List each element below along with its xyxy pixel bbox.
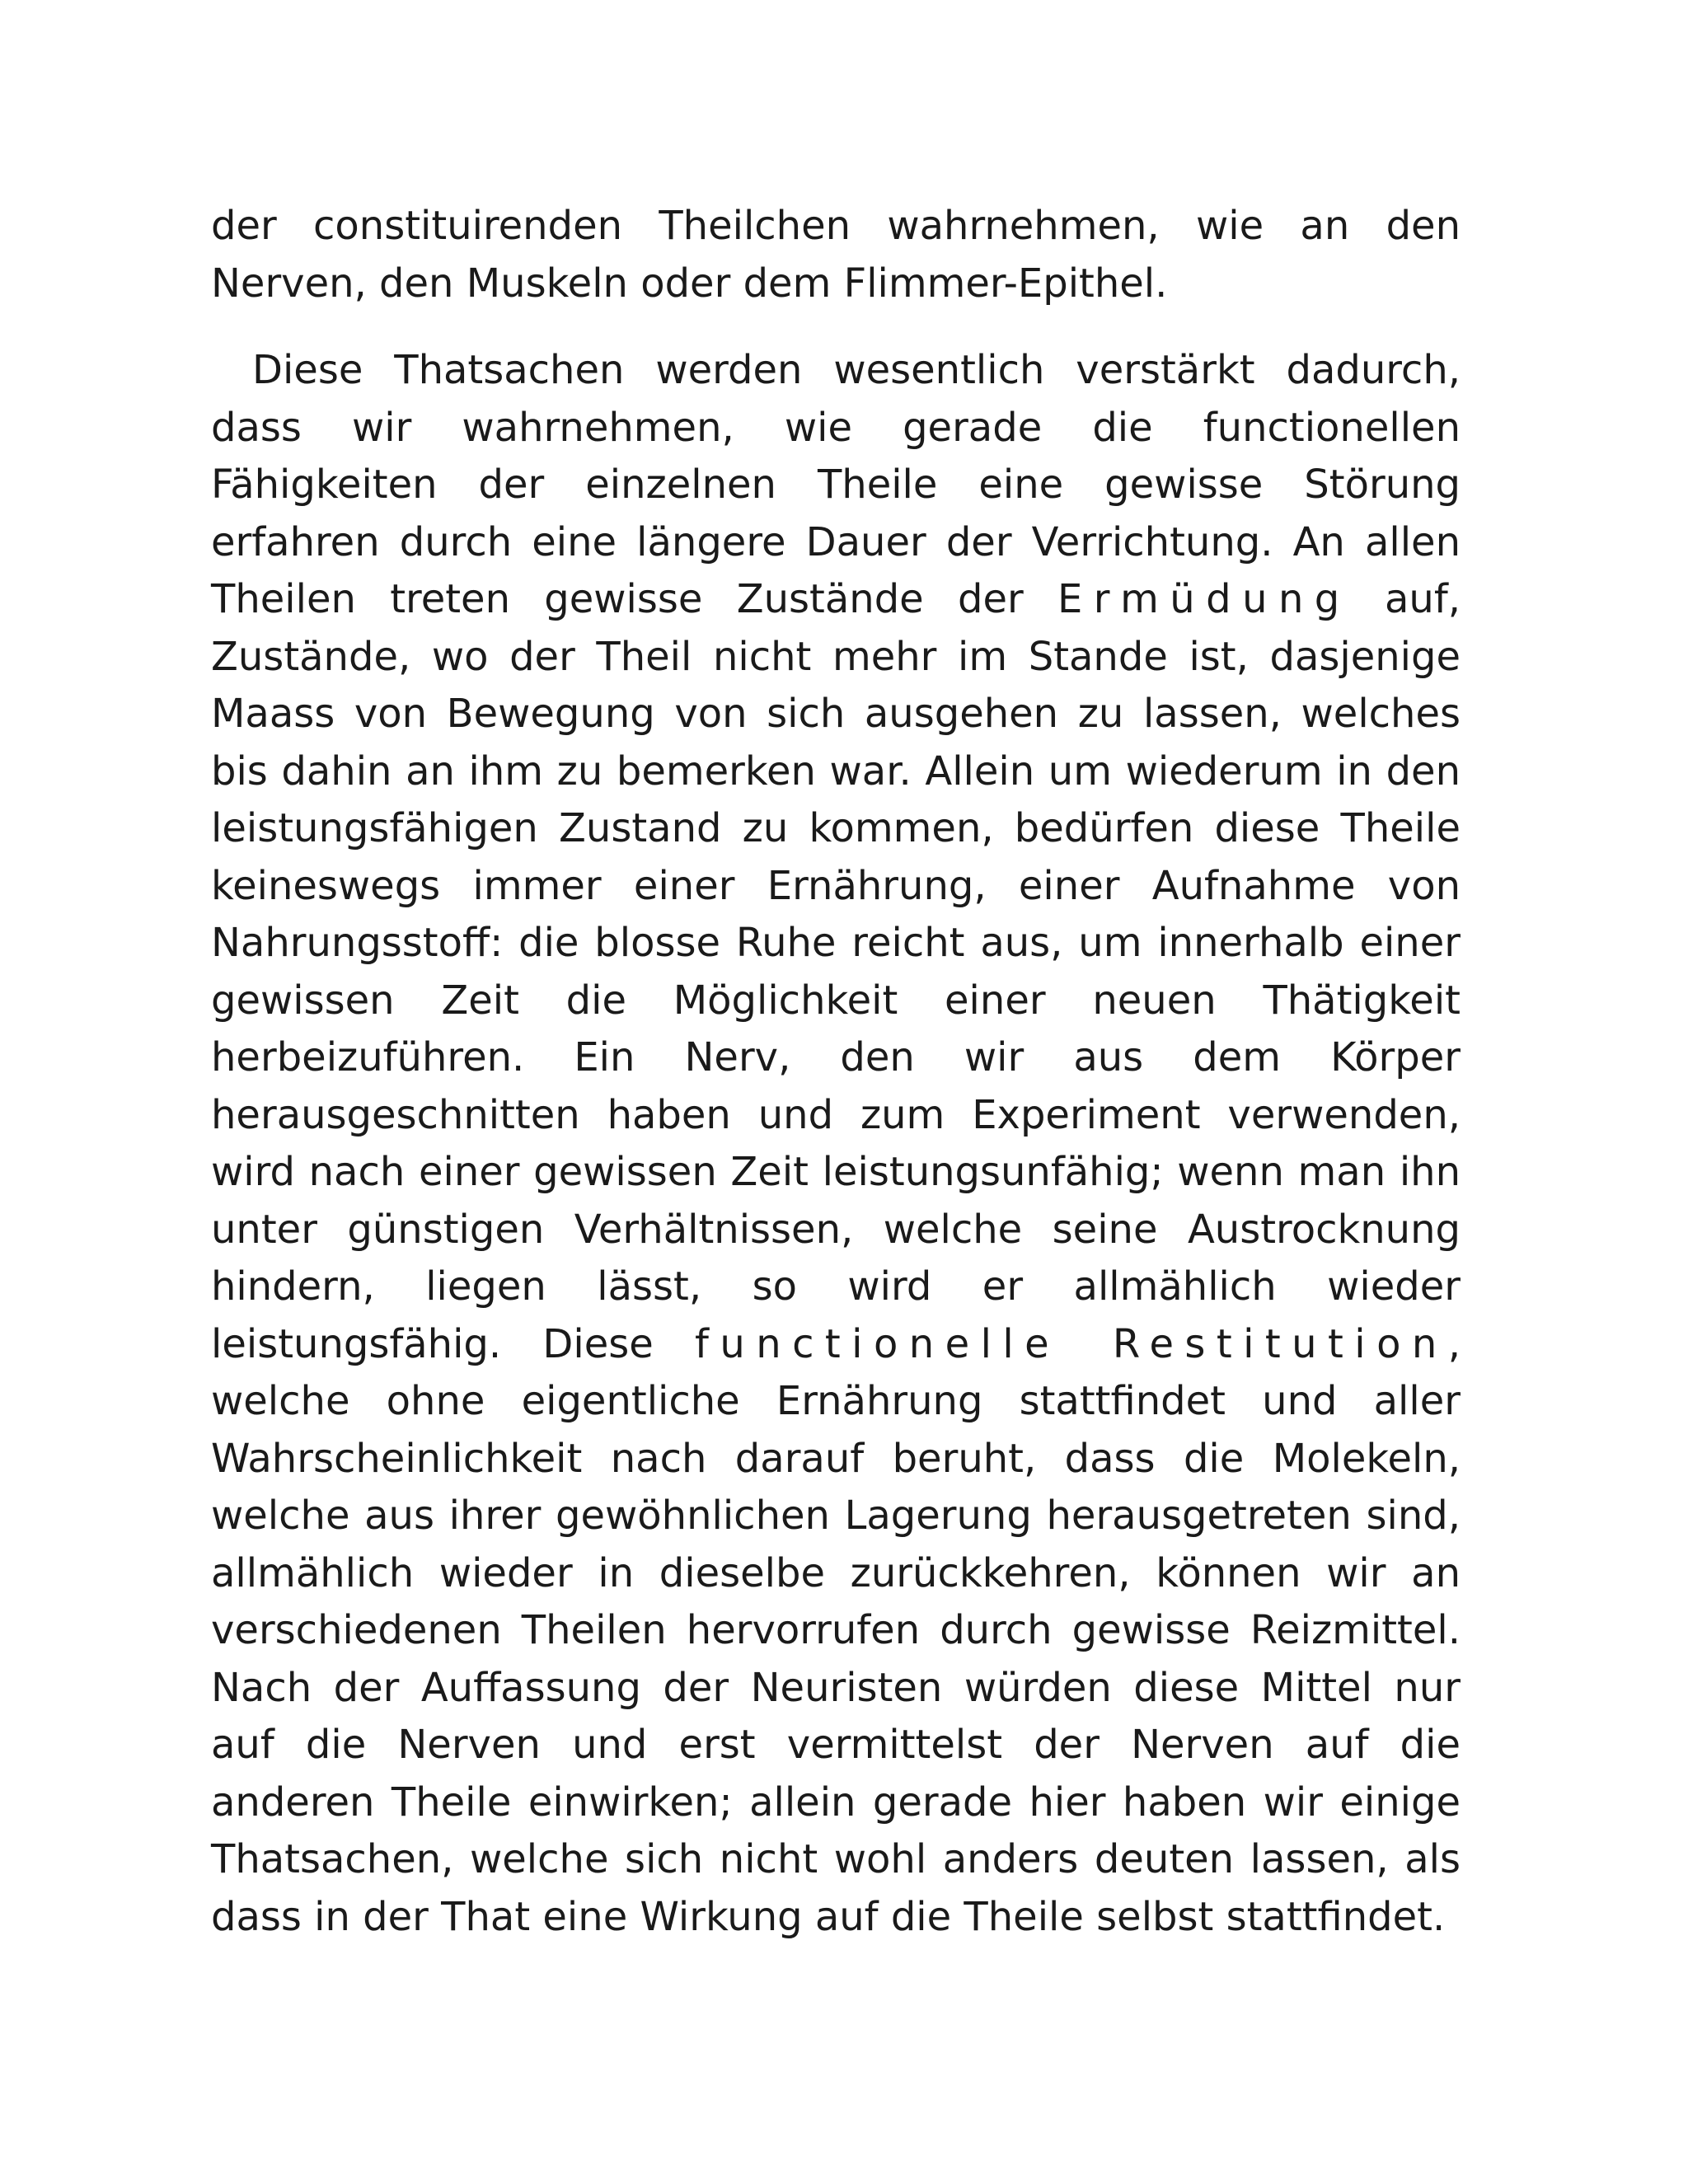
- text-segment: auf, Zustände, wo der Theil nicht mehr im Stande ist, dasjenige Maass von Bewegung von sich ausgehen zu lassen, welches bis dahin an ihm zu bemerken war. Allein um wiederum in den leistungsfähigen Zustand zu kommen, bedürfen diese Theile keineswegs immer einer Ernährung, einer Aufnahme von Nahrungsstoff: die blosse Ruhe reicht aus, um innerhalb einer gewissen Zeit die Möglichkeit einer neuen Thätigkeit herbeizuführen. Ein Nerv, den wir aus dem Körper herausgeschnitten haben und zum Experiment verwenden, wird nach einer gewissen Zeit leistungsunfähig; wenn man ihn unter günstigen Verhältnissen, welche seine Austrocknung hindern, liegen lässt, so wird er allmählich wieder leistungsfähig. Diese: [211, 576, 1461, 1367]
- text-segment: der constituirenden Theilchen wahrnehmen, wie an den Nerven, den Muskeln oder dem Flimmer-Epithel.: [211, 203, 1461, 307]
- emphasis-spaced-functionelle-restitution: functionelle Restitution: [695, 1320, 1448, 1367]
- body-text: [211, 198, 1461, 1946]
- emphasis-spaced-ermuedung: Ermüdung: [1057, 576, 1351, 622]
- paragraph-2: [211, 342, 1461, 1946]
- text-segment: , welche ohne eigentliche Ernährung stattfindet und aller Wahrscheinlichkeit nach darauf beruht, dass die Molekeln, welche aus ihrer gewöhnlichen Lagerung herausgetreten sind, allmählich wieder in dieselbe zurückkehren, können wir an verschiedenen Theilen hervorrufen durch gewisse Reizmittel. Nach der Auffassung der Neuristen würden diese Mittel nur auf die Nerven und erst vermittelst der Nerven auf die anderen Theile einwirken; allein gerade hier haben wir einige Thatsachen, welche sich nicht wohl anders deuten lassen, als dass in der That eine Wirkung auf die Theile selbst stattfindet.: [211, 1320, 1461, 1940]
- text-segment: Diese Thatsachen werden wesentlich verstärkt dadurch, dass wir wahrnehmen, wie gerade die functionellen Fähigkeiten der einzelnen Theile eine gewisse Störung erfahren durch eine längere Dauer der Verrichtung. An allen Theilen treten gewisse Zustände der: [211, 347, 1461, 622]
- paragraph-1: [211, 198, 1461, 312]
